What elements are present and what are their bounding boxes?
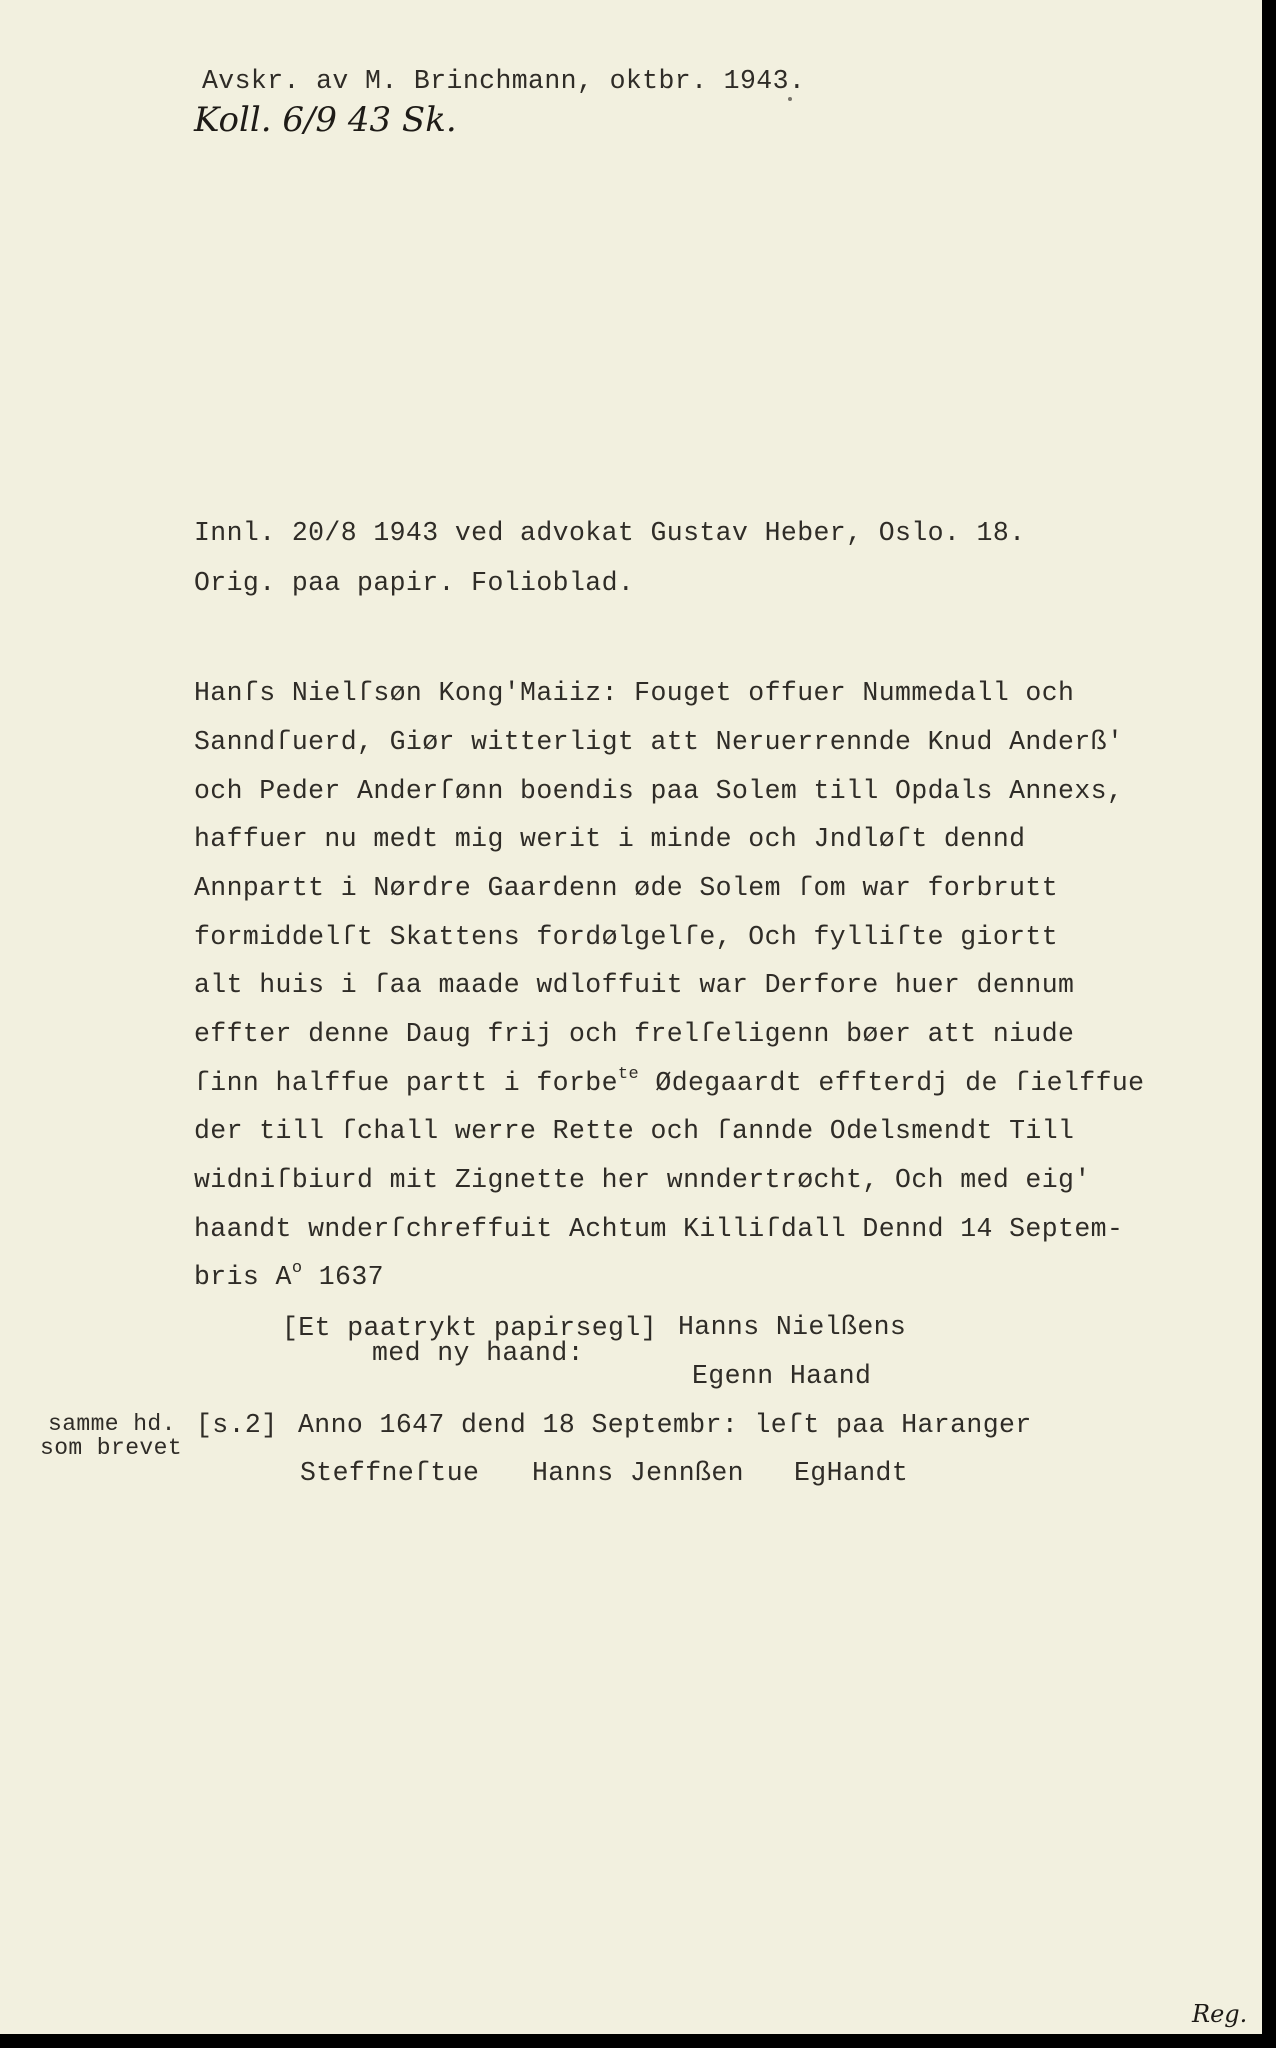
body-line: haffuer nu medt mig werit i minde och Jndløſt dennd: [194, 824, 1026, 854]
page-marker: [s.2]: [196, 1410, 278, 1440]
endorsement-name: Hanns Jennßen: [532, 1458, 744, 1488]
body-line: formiddelſt Skattens fordølgelſe, Och fylliſte giortt: [194, 922, 1059, 952]
margin-note-line-1: samme hd.: [48, 1411, 176, 1437]
body-line: widniſbiurd mit Zignette her wnndertrøcht, Och med eig': [194, 1165, 1091, 1195]
body-line-text: bris A: [194, 1262, 292, 1292]
body-line-text: ſinn halffue partt i forbe: [194, 1068, 618, 1098]
transcription-note: Avskr. av M. Brinchmann, oktbr. 1943.: [202, 66, 806, 96]
body-line-text: 1637: [302, 1262, 384, 1292]
signature-line-2: Egenn Haand: [692, 1361, 872, 1391]
signature-line-1: Hanns Nielßens: [678, 1312, 907, 1342]
body-line-text: Ødegaardt effterdj de ſielffue: [639, 1068, 1145, 1098]
superscript: o: [291, 1259, 303, 1278]
body-line: der till ſchall werre Rette och ſannde Odelsmendt Till: [194, 1116, 1075, 1146]
body-line: [194, 1065, 1145, 1098]
body-line: och Peder Anderſønn boendis paa Solem till Opdals Annexs,: [194, 776, 1124, 806]
ink-dot: [788, 97, 792, 101]
body-line: Hanſs Nielſsøn Kong'Maiiz: Fouget offuer Nummedall och: [194, 678, 1075, 708]
endorsement-hand: EgHandt: [794, 1458, 909, 1488]
margin-note-line-2: som brevet: [40, 1435, 183, 1461]
body-line: alt huis i ſaa maade wdloffuit war Derfore huer dennum: [194, 970, 1075, 1000]
superscript: te: [617, 1065, 640, 1084]
handwritten-collation-note: Koll. 6/9 43 Sk.: [194, 100, 457, 140]
body-line: Annpartt i Nørdre Gaardenn øde Solem ſom war forbrutt: [194, 873, 1059, 903]
body-line: Sanndſuerd, Giør witterligt att Neruerrennde Knud Anderß': [194, 727, 1124, 757]
provenance-line-1: Innl. 20/8 1943 ved advokat Gustav Heber, Oslo. 18.: [194, 518, 1026, 548]
endorsement-line-1: Anno 1647 dend 18 Septembr: leſt paa Haranger: [298, 1410, 1032, 1440]
body-line: effter denne Daug frij och frelſeligenn bøer att niude: [194, 1019, 1075, 1049]
body-line: haandt wnderſchreffuit Achtum Killiſdall Dennd 14 Septem-: [194, 1214, 1124, 1244]
seal-bracket-note: [Et paatrykt papirsegl]: [282, 1313, 657, 1343]
seal-new-hand-note: med ny haand:: [372, 1338, 584, 1368]
provenance-line-2: Orig. paa papir. Folioblad.: [194, 568, 635, 598]
corner-register-note: Reg.: [1192, 2000, 1248, 2028]
endorsement-place: Steffneſtue: [300, 1458, 480, 1488]
margin-note: [40, 1412, 182, 1460]
body-line: [194, 1259, 384, 1292]
